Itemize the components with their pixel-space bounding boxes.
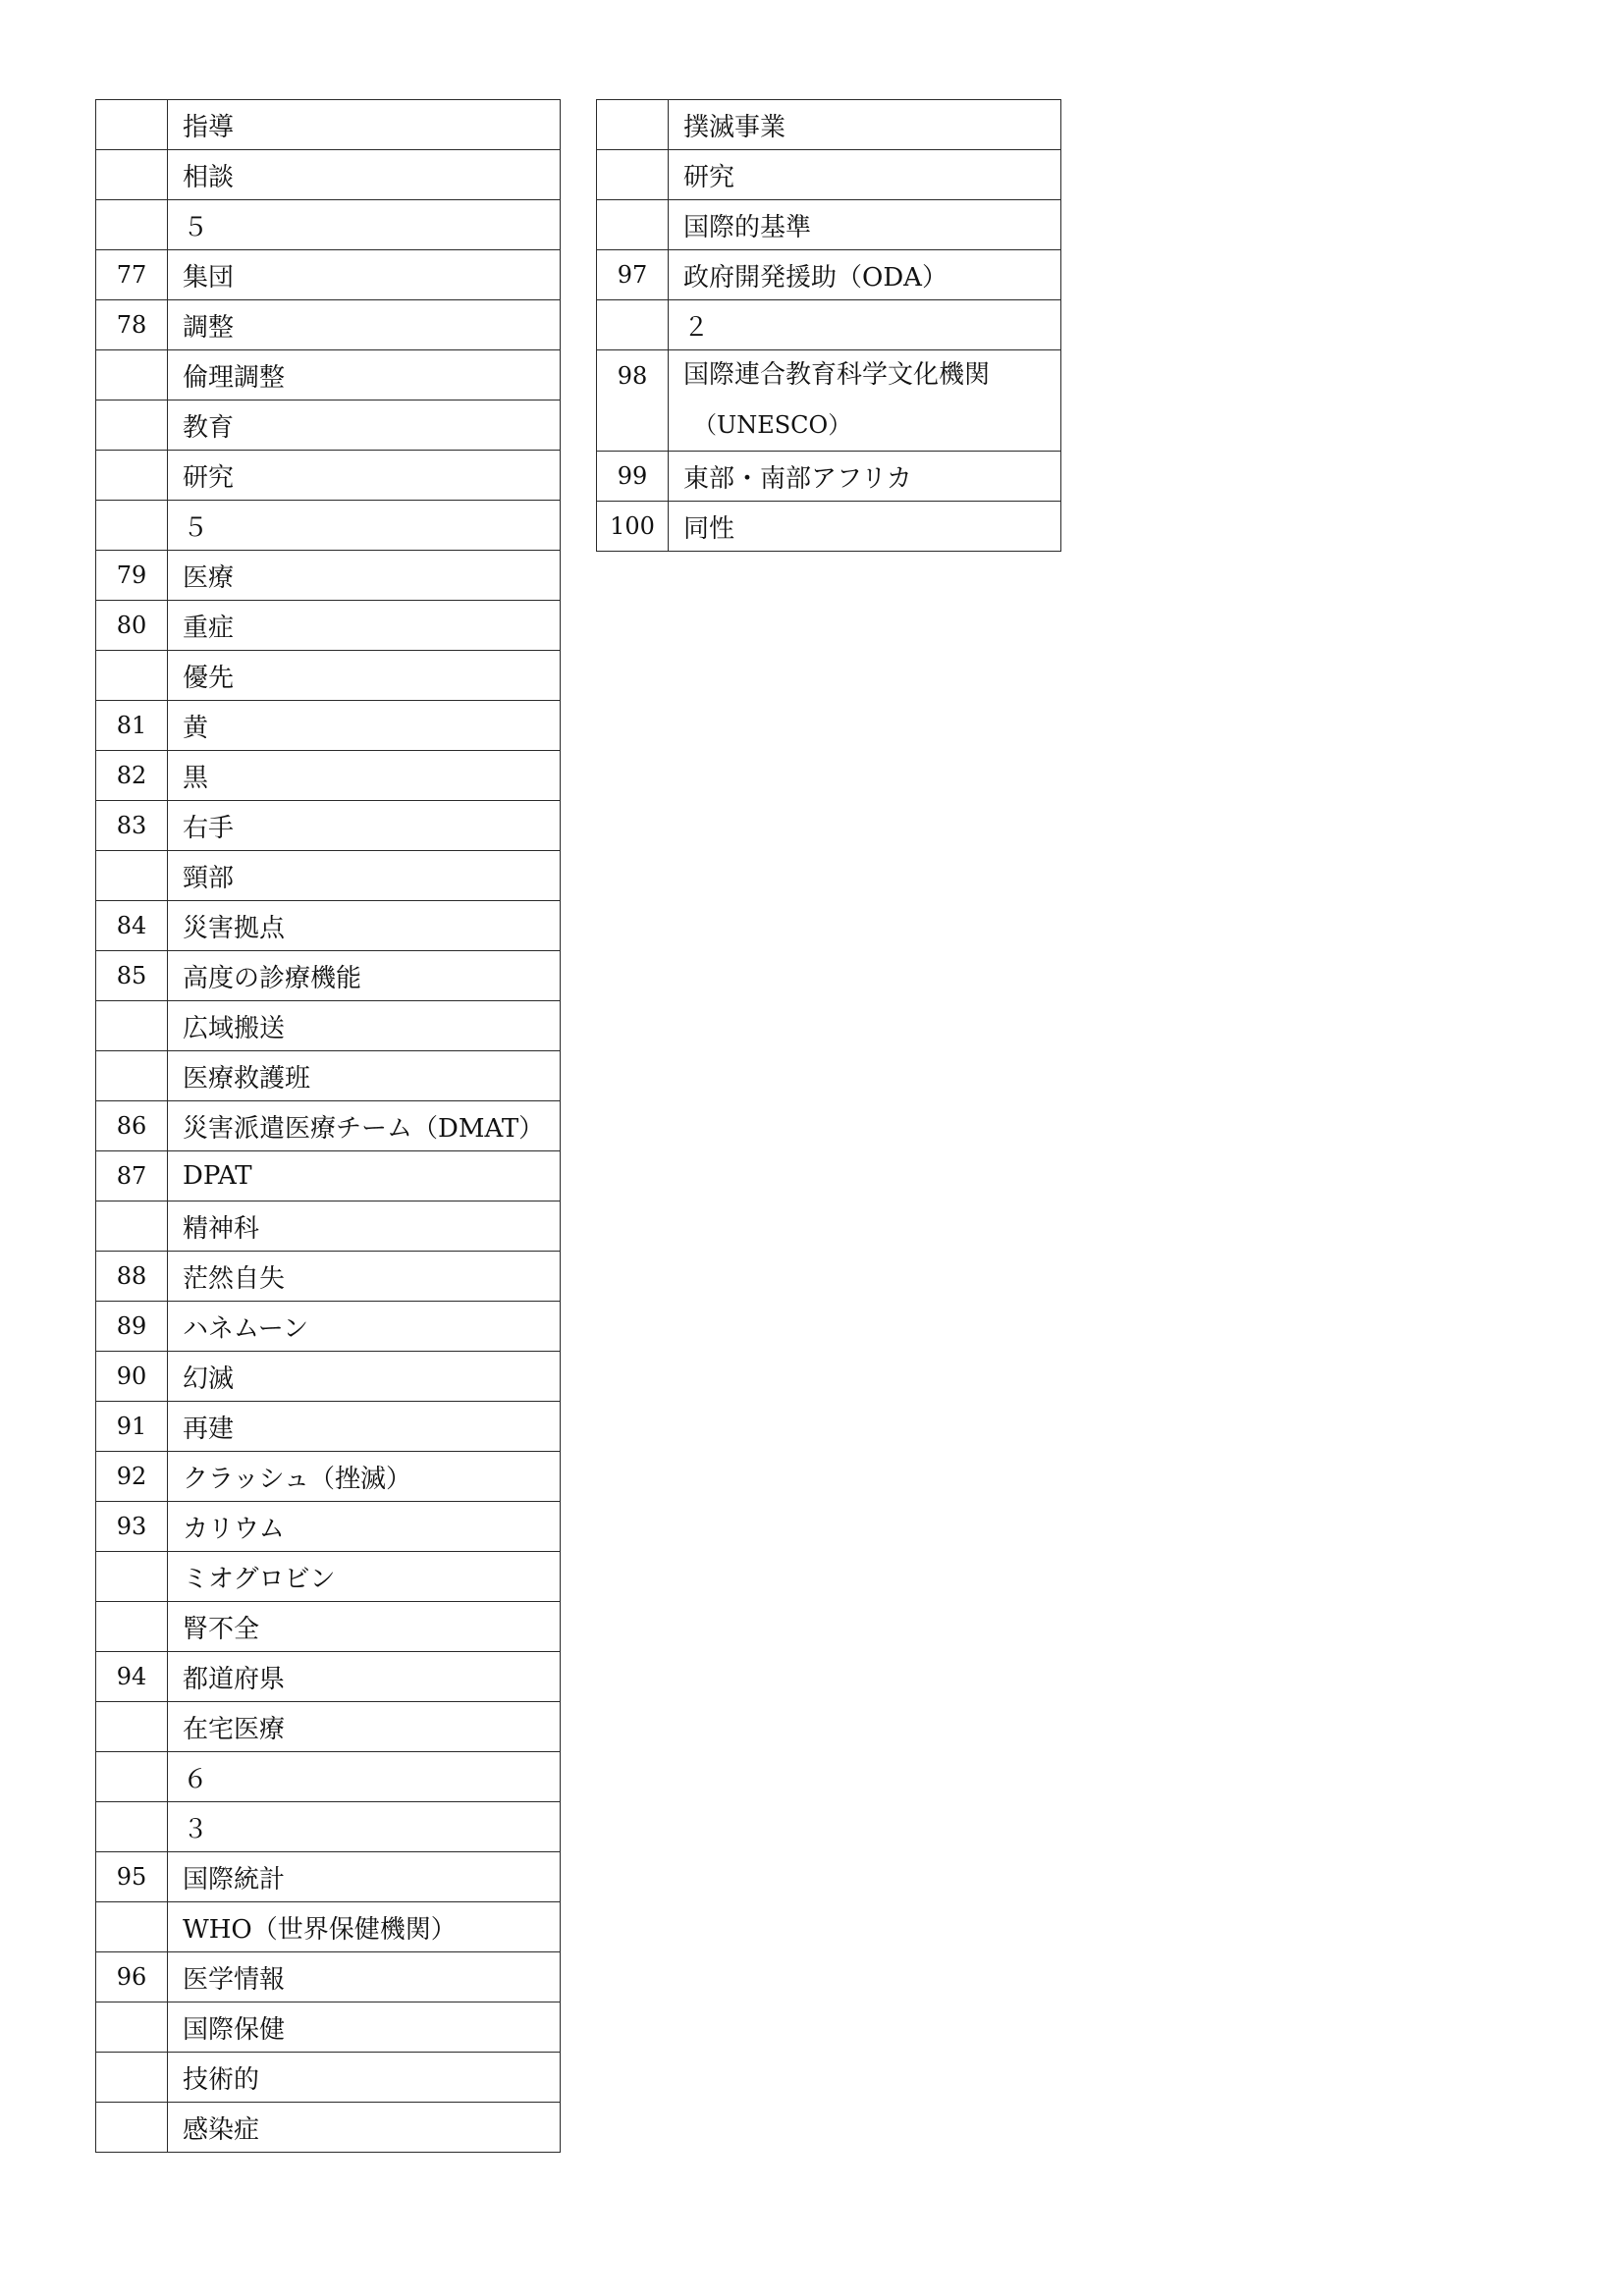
question-number xyxy=(597,200,669,250)
question-number: 78 xyxy=(96,300,168,350)
table-row xyxy=(96,601,561,651)
table-row xyxy=(597,300,1061,350)
table-row xyxy=(96,1652,561,1702)
question-number xyxy=(96,1201,168,1252)
answer-cell: 重症 xyxy=(168,601,561,651)
answer-cell: 黒 xyxy=(168,751,561,801)
answer-cell: 集団 xyxy=(168,250,561,300)
answer-cell: 広域搬送 xyxy=(168,1001,561,1051)
table-row xyxy=(96,901,561,951)
table-row xyxy=(96,300,561,350)
table-row xyxy=(597,502,1061,552)
answer-cell xyxy=(669,350,1061,452)
question-number xyxy=(96,400,168,451)
answer-cell: 黄 xyxy=(168,701,561,751)
question-number: 89 xyxy=(96,1302,168,1352)
table-row xyxy=(96,1702,561,1752)
table-row xyxy=(96,1802,561,1852)
table-row xyxy=(597,200,1061,250)
table-row xyxy=(96,1552,561,1602)
table-row xyxy=(96,1752,561,1802)
answer-cell: 右手 xyxy=(168,801,561,851)
answer-cell: 災害派遣医療チーム（DMAT） xyxy=(168,1101,561,1151)
question-number xyxy=(597,300,669,350)
answer-cell: ３ xyxy=(168,1802,561,1852)
answer-cell: ハネムーン xyxy=(168,1302,561,1352)
answer-cell: 倫理調整 xyxy=(168,350,561,400)
table-row xyxy=(96,400,561,451)
question-number xyxy=(96,150,168,200)
question-number xyxy=(96,1702,168,1752)
question-number: 94 xyxy=(96,1652,168,1702)
answer-text-line2: （UNESCO） xyxy=(693,411,852,439)
answer-cell: カリウム xyxy=(168,1502,561,1552)
question-number xyxy=(96,451,168,501)
table-row xyxy=(96,1151,561,1201)
question-number xyxy=(96,1602,168,1652)
question-number: 83 xyxy=(96,801,168,851)
question-number: 84 xyxy=(96,901,168,951)
question-number: 100 xyxy=(597,502,669,552)
answer-cell: 東部・南部アフリカ xyxy=(669,452,1061,502)
answer-cell: 医学情報 xyxy=(168,1952,561,2002)
answer-table-right xyxy=(596,99,1061,552)
question-number: 87 xyxy=(96,1151,168,1201)
question-number xyxy=(96,2103,168,2153)
table-row xyxy=(597,100,1061,150)
question-number: 90 xyxy=(96,1352,168,1402)
question-number: 92 xyxy=(96,1452,168,1502)
answer-cell: 精神科 xyxy=(168,1201,561,1252)
answer-cell: 頸部 xyxy=(168,851,561,901)
question-number xyxy=(96,651,168,701)
answer-cell: 都道府県 xyxy=(168,1652,561,1702)
answer-cell: 感染症 xyxy=(168,2103,561,2153)
answer-cell: 相談 xyxy=(168,150,561,200)
table-row xyxy=(96,501,561,551)
table-row xyxy=(96,250,561,300)
question-number: 82 xyxy=(96,751,168,801)
question-number: 81 xyxy=(96,701,168,751)
answer-cell: 医療 xyxy=(168,551,561,601)
table-row xyxy=(96,801,561,851)
question-number: 80 xyxy=(96,601,168,651)
answer-cell: 指導 xyxy=(168,100,561,150)
question-number xyxy=(96,350,168,400)
table-row xyxy=(96,1452,561,1502)
answer-cell: 同性 xyxy=(669,502,1061,552)
table-row xyxy=(597,150,1061,200)
question-number xyxy=(96,1802,168,1852)
table-row xyxy=(96,751,561,801)
question-number: 79 xyxy=(96,551,168,601)
answer-cell: WHO（世界保健機関） xyxy=(168,1902,561,1952)
table-row xyxy=(96,150,561,200)
answer-cell: 研究 xyxy=(168,451,561,501)
question-number xyxy=(96,501,168,551)
table-row xyxy=(96,1252,561,1302)
table-row xyxy=(96,1402,561,1452)
table-row xyxy=(96,1201,561,1252)
answer-cell: ６ xyxy=(168,1752,561,1802)
table-row xyxy=(96,651,561,701)
answer-cell: 調整 xyxy=(168,300,561,350)
answer-cell: 災害拠点 xyxy=(168,901,561,951)
answer-cell: 優先 xyxy=(168,651,561,701)
table-row xyxy=(96,100,561,150)
question-number xyxy=(96,200,168,250)
answer-cell: クラッシュ（挫滅） xyxy=(168,1452,561,1502)
table-row xyxy=(96,451,561,501)
answer-cell: 国際的基準 xyxy=(669,200,1061,250)
answer-cell: ５ xyxy=(168,501,561,551)
question-number xyxy=(96,1001,168,1051)
question-number xyxy=(96,1752,168,1802)
question-number: 97 xyxy=(597,250,669,300)
question-number: 93 xyxy=(96,1502,168,1552)
answer-cell: 再建 xyxy=(168,1402,561,1452)
table-row xyxy=(96,2103,561,2153)
table-row xyxy=(96,1952,561,2002)
answer-cell: 教育 xyxy=(168,400,561,451)
answer-table-right-body xyxy=(597,100,1061,552)
answer-cell: 幻滅 xyxy=(168,1352,561,1402)
question-number xyxy=(96,1051,168,1101)
answer-cell: ５ xyxy=(168,200,561,250)
question-number xyxy=(96,1902,168,1952)
table-row xyxy=(96,1902,561,1952)
question-number xyxy=(597,100,669,150)
answer-cell: 国際保健 xyxy=(168,2002,561,2053)
table-row xyxy=(597,250,1061,300)
answer-cell: 医療救護班 xyxy=(168,1051,561,1101)
question-number: 85 xyxy=(96,951,168,1001)
question-number xyxy=(597,150,669,200)
answer-text: 国際連合教育科学文化機関 xyxy=(683,360,991,390)
table-row xyxy=(96,701,561,751)
table-row xyxy=(96,551,561,601)
table-row xyxy=(96,1352,561,1402)
table-row xyxy=(96,1302,561,1352)
question-number: 98 xyxy=(597,350,669,452)
question-number: 86 xyxy=(96,1101,168,1151)
table-row xyxy=(96,951,561,1001)
table-row xyxy=(96,2002,561,2053)
answer-cell: 国際統計 xyxy=(168,1852,561,1902)
question-number: 91 xyxy=(96,1402,168,1452)
table-row xyxy=(597,350,1061,452)
answer-cell: 技術的 xyxy=(168,2053,561,2103)
table-row xyxy=(96,1051,561,1101)
answer-cell: 政府開発援助（ODA） xyxy=(669,250,1061,300)
question-number xyxy=(96,2002,168,2053)
answer-cell: ミオグロビン xyxy=(168,1552,561,1602)
table-row xyxy=(96,1101,561,1151)
answer-cell: 撲滅事業 xyxy=(669,100,1061,150)
answer-cell: DPAT xyxy=(168,1151,561,1201)
question-number: 77 xyxy=(96,250,168,300)
question-number: 88 xyxy=(96,1252,168,1302)
table-row xyxy=(96,2053,561,2103)
answer-cell: 高度の診療機能 xyxy=(168,951,561,1001)
table-row xyxy=(96,851,561,901)
table-row xyxy=(96,1502,561,1552)
answer-cell: 腎不全 xyxy=(168,1602,561,1652)
question-number xyxy=(96,100,168,150)
answer-cell: 研究 xyxy=(669,150,1061,200)
question-number: 99 xyxy=(597,452,669,502)
table-row xyxy=(597,452,1061,502)
question-number xyxy=(96,2053,168,2103)
question-number: 95 xyxy=(96,1852,168,1902)
table-row xyxy=(96,1001,561,1051)
table-row xyxy=(96,1852,561,1902)
question-number: 96 xyxy=(96,1952,168,2002)
answer-cell: 茫然自失 xyxy=(168,1252,561,1302)
answer-table-left-body xyxy=(96,100,561,2153)
answer-cell: ２ xyxy=(669,300,1061,350)
answer-cell: 在宅医療 xyxy=(168,1702,561,1752)
table-row xyxy=(96,1602,561,1652)
answer-table-left xyxy=(95,99,561,2153)
question-number xyxy=(96,1552,168,1602)
table-row xyxy=(96,350,561,400)
table-row xyxy=(96,200,561,250)
question-number xyxy=(96,851,168,901)
